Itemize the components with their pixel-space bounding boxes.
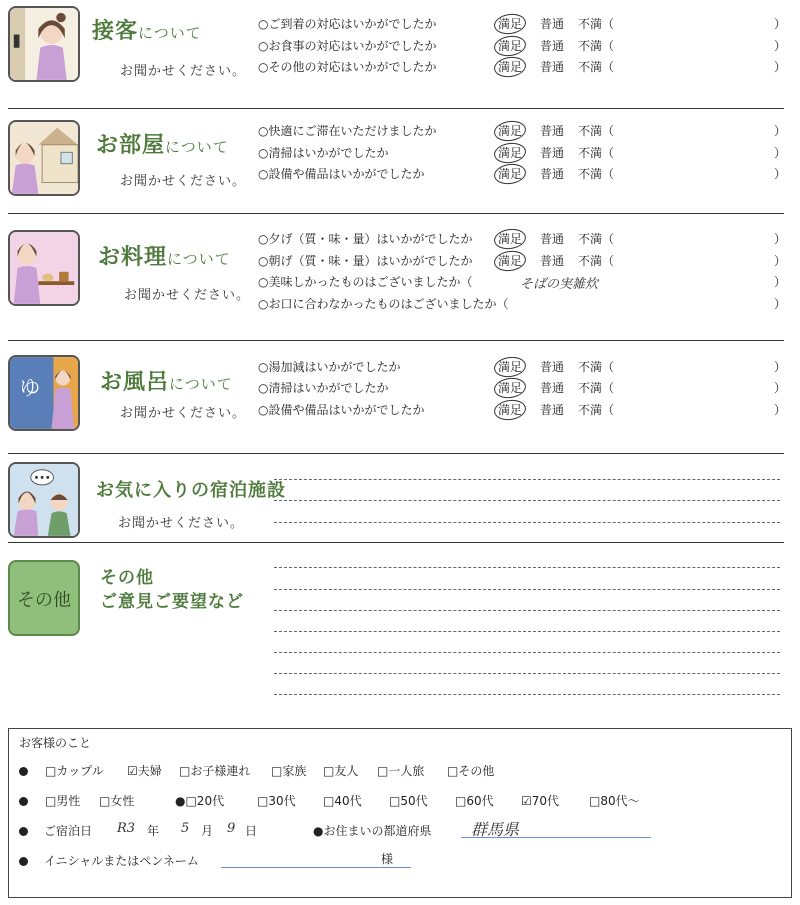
- stay-date-row: [19, 821, 92, 841]
- name-label: イニシャルまたはペンネーム: [44, 854, 199, 868]
- separator: [8, 213, 784, 214]
- day-unit: 日: [245, 824, 258, 838]
- question-text: ○ご到着の対応はいかがでしたか: [258, 17, 437, 31]
- rating-option[interactable]: 満足: [498, 403, 523, 417]
- prefecture-label: ●お住まいの都道府県: [313, 824, 432, 838]
- guest-checkbox-option[interactable]: □40代: [323, 794, 362, 808]
- rating-option[interactable]: 不満（: [578, 381, 615, 395]
- rating-option[interactable]: 普通: [540, 17, 565, 31]
- other-badge: その他: [8, 560, 80, 636]
- guest-type-row: [19, 761, 44, 781]
- stay-year-value[interactable]: R3: [117, 821, 136, 836]
- writing-line: [274, 589, 780, 590]
- writing-line: [274, 522, 780, 523]
- close-paren: ）: [774, 146, 787, 160]
- question-text: ○朝げ（質・味・量）はいかがでしたか: [258, 254, 473, 268]
- section-subhead: お聞かせください。: [120, 174, 247, 189]
- handwritten-answer[interactable]: そばの実雑炊: [520, 277, 599, 292]
- rating-option[interactable]: 普通: [540, 167, 565, 181]
- guest-checkbox-option[interactable]: □50代: [389, 794, 428, 808]
- rating-option[interactable]: 普通: [540, 254, 565, 268]
- question-text: ○湯加減はいかがでしたか: [258, 360, 401, 374]
- prefecture-value[interactable]: 群馬県: [471, 820, 520, 839]
- section-subhead: お聞かせください。: [124, 288, 251, 303]
- guest-age-row: [19, 791, 44, 811]
- writing-line: [274, 500, 780, 501]
- rating-option[interactable]: 満足: [498, 146, 523, 160]
- guest-checkbox-option[interactable]: □その他: [447, 764, 495, 778]
- section-subhead: お聞かせください。: [120, 64, 247, 79]
- guest-checkbox-option[interactable]: ●□20代: [175, 794, 225, 808]
- rating-option[interactable]: 不満（: [578, 17, 615, 31]
- rating-option[interactable]: 普通: [540, 232, 565, 246]
- writing-line: [274, 610, 780, 611]
- question-text: ○清掃はいかがでしたか: [258, 146, 389, 160]
- question-text: ○快適にご滞在いただけましたか: [258, 124, 437, 138]
- close-paren: ）: [774, 167, 787, 181]
- section-subhead: お聞かせください。: [118, 516, 245, 531]
- guest-checkbox-option[interactable]: □一人旅: [377, 764, 425, 778]
- other-heading: その他 ご意見ご要望など: [100, 568, 244, 612]
- separator: [8, 542, 784, 543]
- guest-checkbox-option[interactable]: □60代: [455, 794, 494, 808]
- guest-checkbox-option[interactable]: □30代: [257, 794, 296, 808]
- section-subhead: お聞かせください。: [120, 406, 247, 421]
- writing-line: [274, 631, 780, 632]
- guest-checkbox-option[interactable]: □お子様連れ: [179, 764, 251, 778]
- rating-option[interactable]: 満足: [498, 60, 523, 74]
- close-paren: ）: [774, 124, 787, 138]
- rating-option[interactable]: 満足: [498, 124, 523, 138]
- guest-info-box: [8, 728, 792, 898]
- rating-option[interactable]: 不満（: [578, 124, 615, 138]
- stay-month-value[interactable]: 5: [181, 821, 190, 836]
- close-paren: ）: [774, 39, 787, 53]
- guest-checkbox-option[interactable]: □80代〜: [589, 794, 640, 808]
- guest-checkbox-option[interactable]: ☑夫婦: [127, 764, 162, 778]
- writing-line: [274, 652, 780, 653]
- conversation-illustration: [8, 462, 80, 538]
- guest-checkbox-option[interactable]: □女性: [99, 794, 135, 808]
- close-paren: ）: [774, 297, 787, 311]
- writing-line: [274, 479, 780, 480]
- question-text: ○その他の対応はいかがでしたか: [258, 60, 437, 74]
- writing-line: [274, 567, 780, 568]
- rating-option[interactable]: 不満（: [578, 167, 615, 181]
- rating-option[interactable]: 満足: [498, 360, 523, 374]
- room-illustration: [8, 120, 80, 196]
- question-text: ○夕げ（質・味・量）はいかがでしたか: [258, 232, 473, 246]
- rating-option[interactable]: 普通: [540, 403, 565, 417]
- question-text: ○清掃はいかがでしたか: [258, 381, 389, 395]
- section-heading: お気に入りの宿泊施設: [96, 480, 286, 501]
- section-heading: 接客について: [92, 18, 202, 44]
- guest-info-title: お客様のこと: [19, 736, 92, 750]
- stay-day-value[interactable]: 9: [227, 821, 236, 836]
- prefecture-underline: [461, 837, 651, 838]
- reception-illustration: [8, 6, 80, 82]
- name-suffix: 様: [381, 852, 394, 866]
- close-paren: ）: [774, 360, 787, 374]
- rating-option[interactable]: 満足: [498, 381, 523, 395]
- question-text: ○設備や備品はいかがでしたか: [258, 167, 425, 181]
- rating-option[interactable]: 不満（: [578, 403, 615, 417]
- bullet-icon: [19, 767, 28, 776]
- rating-option[interactable]: 不満（: [578, 360, 615, 374]
- guest-checkbox-option[interactable]: □男性: [45, 794, 81, 808]
- bullet-icon: [19, 827, 28, 836]
- rating-option[interactable]: 満足: [498, 17, 523, 31]
- dining-illustration: [8, 230, 80, 306]
- name-row: [19, 851, 199, 871]
- question-text: ○お食事の対応はいかがでしたか: [258, 39, 437, 53]
- stay-date-label: ご宿泊日: [44, 824, 93, 838]
- writing-line: [274, 673, 780, 674]
- rating-option[interactable]: 普通: [540, 381, 565, 395]
- year-unit: 年: [147, 824, 160, 838]
- rating-option[interactable]: 不満（: [578, 146, 615, 160]
- rating-option[interactable]: 普通: [540, 124, 565, 138]
- close-paren: ）: [774, 254, 787, 268]
- close-paren: ）: [774, 275, 787, 289]
- rating-option[interactable]: 満足: [498, 167, 523, 181]
- bullet-icon: [19, 797, 28, 806]
- rating-option[interactable]: 普通: [540, 360, 565, 374]
- month-unit: 月: [201, 824, 214, 838]
- rating-option[interactable]: 不満（: [578, 232, 615, 246]
- guest-checkbox-option[interactable]: □カップル: [45, 764, 104, 778]
- rating-option[interactable]: 普通: [540, 39, 565, 53]
- rating-option[interactable]: 不満（: [578, 60, 615, 74]
- separator: [8, 340, 784, 341]
- question-text: ○美味しかったものはございましたか（: [258, 275, 473, 289]
- close-paren: ）: [774, 232, 787, 246]
- rating-option[interactable]: 普通: [540, 146, 565, 160]
- close-paren: ）: [774, 60, 787, 74]
- bullet-icon: [19, 857, 28, 866]
- svg-text:ゆ: ゆ: [19, 375, 41, 400]
- guest-checkbox-option[interactable]: ☑70代: [521, 794, 560, 808]
- section-heading: お料理について: [98, 244, 231, 270]
- section-heading: お部屋について: [96, 132, 229, 158]
- separator: [8, 453, 784, 454]
- rating-option[interactable]: 普通: [540, 60, 565, 74]
- question-text: ○設備や備品はいかがでしたか: [258, 403, 425, 417]
- bath-illustration: [8, 355, 80, 431]
- guest-checkbox-option[interactable]: □家族: [271, 764, 307, 778]
- rating-option[interactable]: 満足: [498, 232, 523, 246]
- guest-checkbox-option[interactable]: □友人: [323, 764, 359, 778]
- close-paren: ）: [774, 17, 787, 31]
- close-paren: ）: [774, 403, 787, 417]
- question-text: ○お口に合わなかったものはございましたか（: [258, 297, 509, 311]
- section-heading: お風呂について: [100, 369, 233, 395]
- rating-option[interactable]: 不満（: [578, 254, 615, 268]
- rating-option[interactable]: 不満（: [578, 39, 615, 53]
- rating-option[interactable]: 満足: [498, 254, 523, 268]
- separator: [8, 108, 784, 109]
- close-paren: ）: [774, 381, 787, 395]
- writing-line: [274, 694, 780, 695]
- rating-option[interactable]: 満足: [498, 39, 523, 53]
